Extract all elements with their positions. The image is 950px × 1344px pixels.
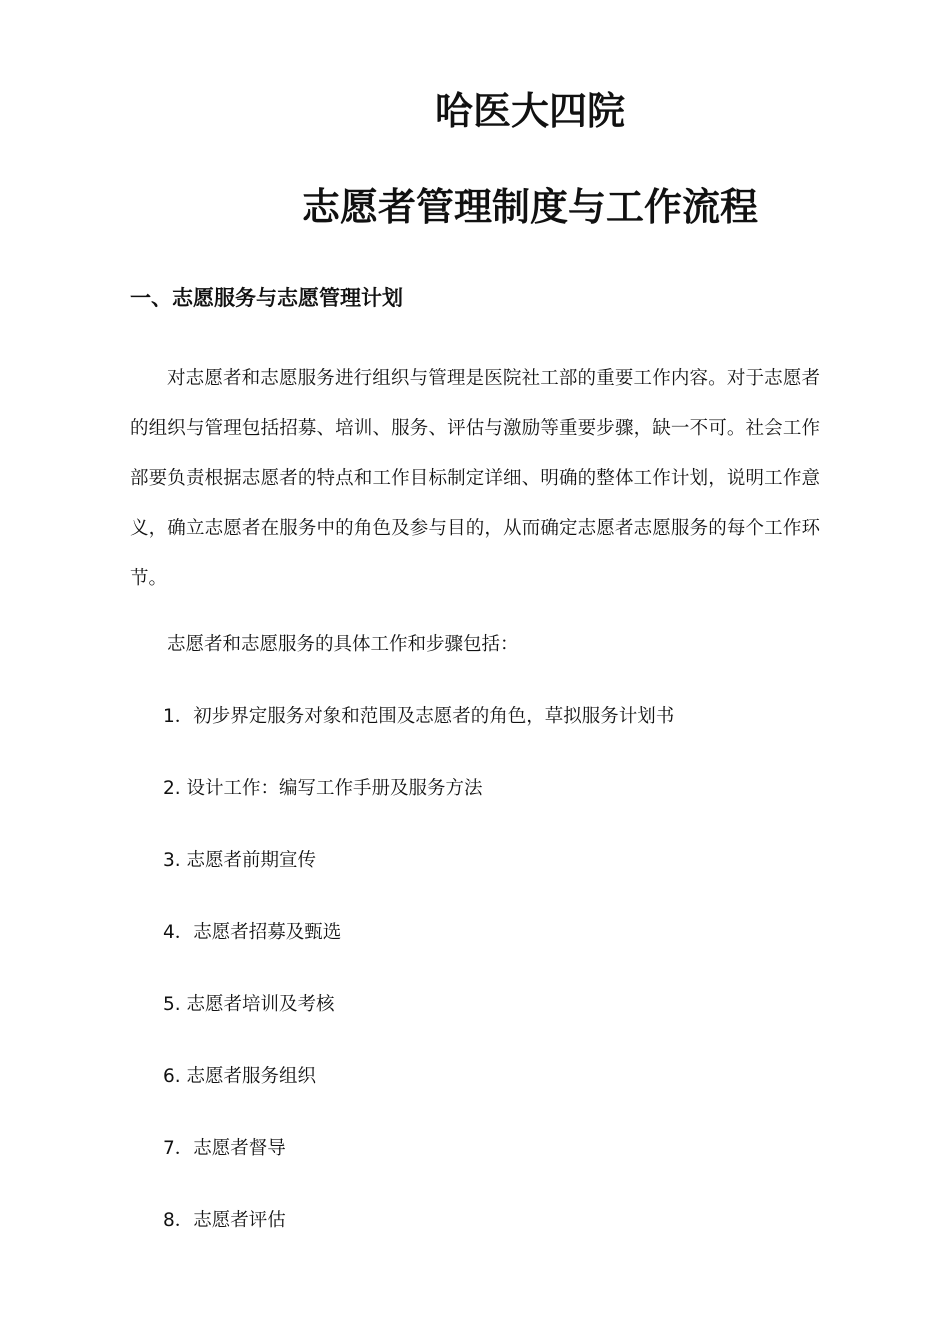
step-item: 1．初步界定服务对象和范围及志愿者的角色，草拟服务计划书 (163, 706, 675, 727)
step-item: 8．志愿者评估 (163, 1210, 286, 1231)
body-paragraph: 对志愿者和志愿服务进行组织与管理是医院社工部的重要工作内容。对于志愿者的组织与管理包括招募、培训、服务、评估与激励等重要步骤，缺一不可。社会工作部要负责根据志愿者的特点和工作目标制定详细、明确的整体工作计划，说明工作意义，确立志愿者在服务中的角色及参与目的，从而确定志愿者志愿服务的每个工作环节。 (130, 368, 820, 589)
step-item: 5. 志愿者培训及考核 (163, 994, 335, 1015)
step-item: 2. 设计工作：编写工作手册及服务方法 (163, 778, 483, 799)
step-item: 4．志愿者招募及甄选 (163, 922, 342, 943)
section-heading: 一、志愿服务与志愿管理计划 (130, 286, 403, 310)
document-subtitle: 志愿者管理制度与工作流程 (301, 185, 758, 229)
step-item: 3. 志愿者前期宣传 (163, 850, 317, 871)
document-title: 哈医大四院 (434, 89, 625, 133)
steps-lead-text: 志愿者和志愿服务的具体工作和步骤包括： (167, 634, 519, 655)
step-item: 6. 志愿者服务组织 (163, 1066, 317, 1087)
steps-list (163, 702, 674, 1278)
step-item: 7．志愿者督导 (163, 1138, 286, 1159)
